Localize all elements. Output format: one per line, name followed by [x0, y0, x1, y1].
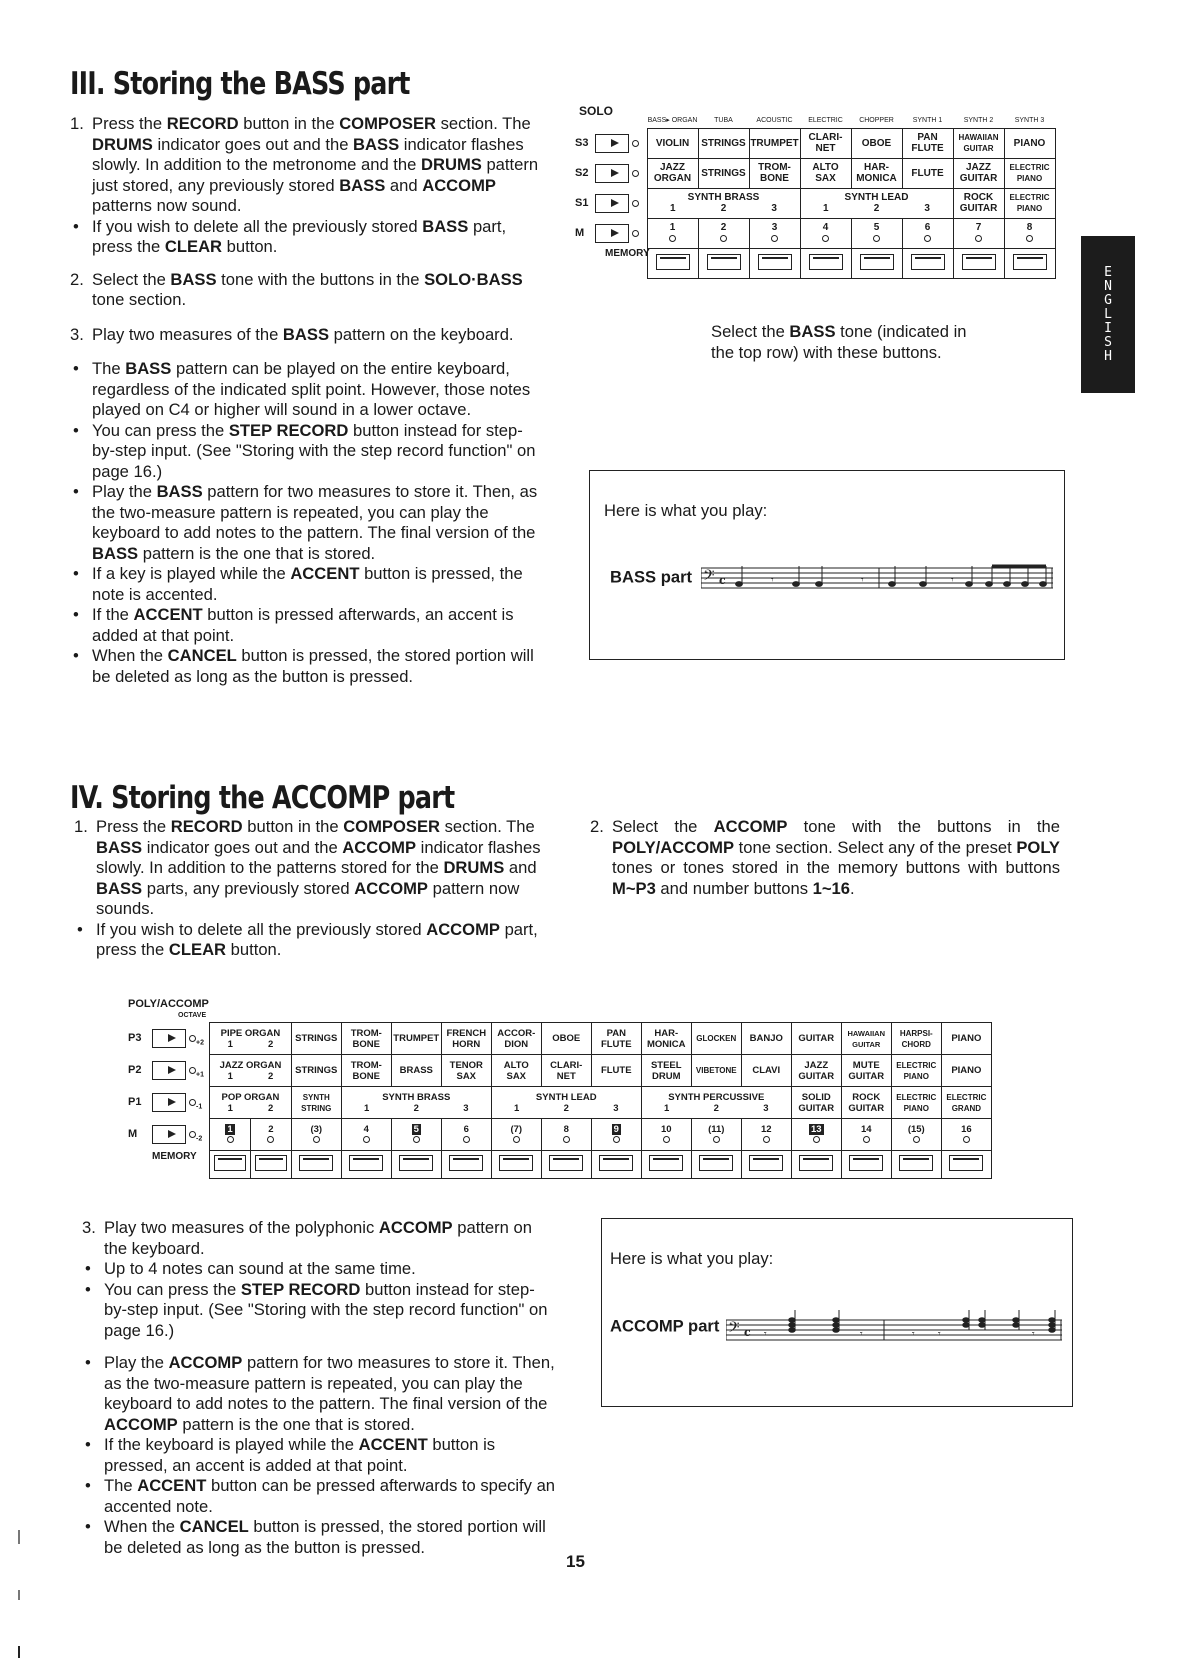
number-cell: 12: [741, 1119, 791, 1151]
number-cell: 5: [391, 1119, 441, 1151]
memory-button[interactable]: [849, 1155, 883, 1171]
tone-group-cell: [647, 188, 800, 218]
section-3-steps: [70, 114, 544, 217]
accomp-part-label: ACCOMP part: [610, 1316, 720, 1336]
side-tab-text: ENGLISH: [1104, 264, 1112, 364]
svg-text:𝄾: 𝄾: [950, 575, 954, 586]
tone-cell: MUTE GUITAR: [841, 1055, 891, 1087]
memory-button[interactable]: [949, 1155, 983, 1171]
tone-cell: ELECTRIC PIANO: [1004, 188, 1055, 218]
memory-button[interactable]: [799, 1155, 833, 1171]
tone-cell: ALTO SAX: [800, 158, 851, 188]
svg-text:𝄾: 𝄾: [860, 1329, 863, 1340]
memory-button[interactable]: [1013, 254, 1047, 270]
s3-led: [632, 140, 639, 147]
p2-select-button[interactable]: [152, 1061, 186, 1080]
tone-cell: GLOCKEN: [691, 1023, 741, 1055]
memory-button[interactable]: [656, 254, 690, 270]
bullet: • The BASS pattern can be played on the entire keyboard, regardless of the indicated split point. However, those notes played on C4 or higher will sound in a lower octave.: [70, 359, 544, 421]
tone-cell: STEEL DRUM: [641, 1055, 691, 1087]
bullet: • You can press the STEP RECORD button instead for step-by-step input. (See "Storing with the step record function" on page 16.): [82, 1280, 556, 1342]
bullet: • When the CANCEL button is pressed, the stored portion will be deleted as long as the button is pressed.: [82, 1517, 556, 1558]
section-4-left-column: [74, 817, 548, 961]
memory-button[interactable]: [599, 1155, 633, 1171]
tone-cell: BANJO: [741, 1023, 791, 1055]
solo-panel-table: [575, 114, 1056, 279]
tone-cell: ELECTRIC GRAND: [941, 1087, 991, 1119]
solo-header: SYNTH 2: [963, 117, 994, 125]
svg-text:𝄾: 𝄾: [770, 575, 774, 586]
number-cell: 2: [250, 1119, 291, 1151]
number-cell: 13: [791, 1119, 841, 1151]
number-cell: 10: [641, 1119, 691, 1151]
step-1: 1. Press the RECORD button in the COMPOSER section. The BASS indicator goes out and the ACCOMP indicator flashes slowly. In addition to the patterns stored for the DRUMS and BASS parts, any previously stored ACCOMP pattern now sounds.: [74, 817, 541, 918]
tone-group-cell: [800, 188, 953, 218]
tone-cell: VIOLIN: [647, 128, 698, 158]
poly-panel-title: POLY/ACCOMP: [128, 998, 209, 1010]
tone-cell: ALTO SAX: [491, 1055, 541, 1087]
led: [873, 235, 880, 242]
tone-cell: OBOE: [851, 128, 902, 158]
memory-button[interactable]: [758, 254, 792, 270]
tone-group-cell: SYNTH BRASS 1 2 3: [341, 1087, 491, 1119]
p3-led: [189, 1035, 196, 1042]
group-sub: 1: [670, 203, 676, 214]
section-3-notes: [70, 359, 544, 687]
p2-led: [189, 1067, 196, 1074]
tone-pair-cell: JAZZ ORGAN 1 2: [210, 1055, 292, 1087]
memory-button[interactable]: [449, 1155, 483, 1171]
play-box-heading: Here is what you play:: [604, 501, 768, 520]
section-3-left-column: [70, 114, 544, 687]
tone-cell: VIBETONE: [691, 1055, 741, 1087]
tone-cell: STRINGS: [291, 1023, 341, 1055]
memory-label: MEMORY: [152, 1150, 197, 1162]
m-led: [632, 230, 639, 237]
number-cell: 8: [541, 1119, 591, 1151]
row-label-p1: P1: [128, 1096, 142, 1109]
svg-text:𝄾: 𝄾: [1032, 1329, 1035, 1340]
section-3-steps-2: [70, 270, 544, 346]
number-cell: 4: [800, 218, 851, 248]
tone-cell: ROCK GUITAR: [953, 188, 1004, 218]
number-cell: (11): [691, 1119, 741, 1151]
led: [669, 235, 676, 242]
s1-select-button[interactable]: [595, 194, 629, 213]
bullet: • You can press the STEP RECORD button instead for step-by-step input. (See "Storing with the step record function" on page 16.): [70, 421, 544, 483]
svg-text:𝄾: 𝄾: [860, 575, 864, 586]
tone-cell: OBOE: [541, 1023, 591, 1055]
tone-cell: ACCOR- DION: [491, 1023, 541, 1055]
p3-select-button[interactable]: [152, 1029, 186, 1048]
m-select-button[interactable]: [595, 224, 629, 243]
step-2: 2. Select the ACCOMP tone with the buttons in the POLY/ACCOMP tone section. Select any of the preset POLY tones or tones stored in the memory buttons with buttons M~P3 and number buttons 1~16.: [590, 817, 1060, 898]
tone-cell: HAR- MONICA: [851, 158, 902, 188]
memory-button[interactable]: [549, 1155, 583, 1171]
led: [924, 235, 931, 242]
svg-text:𝄢: 𝄢: [702, 567, 715, 588]
number-cell: 2: [698, 218, 749, 248]
tone-cell: CLAVI: [741, 1055, 791, 1087]
s2-led: [632, 170, 639, 177]
bullet: • When the CANCEL button is pressed, the stored portion will be deleted as long as the button is pressed.: [70, 646, 544, 687]
octave-label: OCTAVE: [178, 1012, 207, 1019]
group-name: SYNTH BRASS: [687, 192, 760, 203]
led: [771, 235, 778, 242]
row-label-s1: S1: [575, 196, 589, 209]
tone-cell: STRINGS: [698, 158, 749, 188]
group-sub: 2: [720, 203, 727, 214]
group-sub: 1: [823, 203, 829, 214]
tone-pair-cell: POP ORGAN 1 2: [210, 1087, 292, 1119]
octave-value: +2: [196, 1039, 204, 1047]
row-label-p3: P3: [128, 1032, 142, 1045]
memory-button[interactable]: [399, 1155, 433, 1171]
tone-cell: JAZZ ORGAN: [647, 158, 698, 188]
number-cell: 6: [902, 218, 953, 248]
accomp-play-box: [601, 1218, 1073, 1407]
svg-text:c: c: [744, 1326, 751, 1339]
tone-pair-cell: PIPE ORGAN 1 2: [210, 1023, 292, 1055]
number-cell: 9: [591, 1119, 641, 1151]
tone-cell: PIANO: [1004, 128, 1055, 158]
svg-text:c: c: [718, 574, 726, 587]
octave-value: -2: [196, 1135, 203, 1143]
led: [720, 235, 727, 242]
english-side-tab: [1081, 236, 1135, 393]
tone-cell: HAWAIIAN GUITAR: [953, 128, 1004, 158]
section-4-title: IV. Storing the ACCOMP part: [70, 780, 455, 816]
number-cell: 3: [749, 218, 800, 248]
margin-mark: [18, 1590, 20, 1600]
octave-value: -1: [196, 1103, 203, 1111]
memory-button[interactable]: [499, 1155, 533, 1171]
tone-cell: ELECTRIC PIANO: [891, 1087, 941, 1119]
bullet: • Play the ACCOMP pattern for two measures to store it. Then, as the two-measure pattern is repeated, you can play the keyboard to add notes to the pattern. The final version of the ACCOMP pattern is the one that is stored.: [82, 1353, 556, 1435]
row-label-m: M: [128, 1128, 138, 1141]
memory-button[interactable]: [649, 1155, 683, 1171]
s2-select-button[interactable]: [595, 164, 629, 183]
memory-button[interactable]: [699, 1155, 733, 1171]
bullet: • If a key is played while the ACCENT button is pressed, the note is accented.: [70, 564, 544, 605]
memory-button[interactable]: [299, 1155, 333, 1171]
m-select-button[interactable]: [152, 1125, 186, 1144]
tone-cell: STRINGS: [698, 128, 749, 158]
memory-button[interactable]: [255, 1155, 287, 1171]
tone-cell: FRENCH HORN: [441, 1023, 491, 1055]
number-cell: (15): [891, 1119, 941, 1151]
bullet: • Up to 4 notes can sound at the same time.: [82, 1259, 556, 1280]
tone-cell: TROM- BONE: [341, 1023, 391, 1055]
tone-group-cell: SYNTH PERCUSSIVE 1 2 3: [641, 1087, 791, 1119]
solo-header: BASS▸ ORGAN: [647, 117, 698, 125]
svg-text:𝄾: 𝄾: [912, 1329, 915, 1340]
number-cell: 1: [647, 218, 698, 248]
tone-cell: HARPSI- CHORD: [891, 1023, 941, 1055]
number-cell: 8: [1004, 218, 1055, 248]
svg-text:𝄢: 𝄢: [728, 1319, 740, 1340]
tone-cell: FLUTE: [902, 158, 953, 188]
m-led: [189, 1131, 196, 1138]
row-label-p2: P2: [128, 1064, 142, 1077]
group-sub: 3: [924, 203, 930, 214]
row-label-m: M: [575, 226, 585, 239]
tone-cell: TRUMPET: [749, 128, 800, 158]
margin-mark: [18, 1646, 20, 1658]
solo-header: ELECTRIC: [808, 117, 843, 125]
tone-cell: CLARI- NET: [800, 128, 851, 158]
memory-button[interactable]: [214, 1155, 246, 1171]
row-label-s2: S2: [575, 166, 589, 179]
led: [1026, 235, 1033, 242]
solo-header: SYNTH 3: [1014, 117, 1045, 125]
svg-text:𝄾: 𝄾: [764, 1329, 767, 1340]
number-cell: 7: [953, 218, 1004, 248]
tone-cell: HAR- MONICA: [641, 1023, 691, 1055]
step-2: 2. Select the BASS tone with the buttons in the SOLO·BASS tone section.: [70, 269, 523, 309]
number-cell: 16: [941, 1119, 991, 1151]
bass-panel-caption: Select the BASS tone (indicated in the top row) with these buttons.: [711, 322, 967, 362]
s1-led: [632, 200, 639, 207]
tone-group-cell: SYNTH LEAD 1 2 3: [491, 1087, 641, 1119]
tone-cell: GUITAR: [791, 1023, 841, 1055]
memory-button[interactable]: [809, 254, 843, 270]
step-3: 3. Play two measures of the polyphonic ACCOMP pattern on the keyboard.: [82, 1218, 532, 1258]
memory-button[interactable]: [899, 1155, 933, 1171]
page-number: 15: [566, 1552, 585, 1571]
bass-part-label: BASS part: [610, 567, 693, 587]
tone-cell: FLUTE: [591, 1055, 641, 1087]
memory-button[interactable]: [860, 254, 894, 270]
tone-cell: ROCK GUITAR: [841, 1087, 891, 1119]
group-sub: 3: [771, 203, 777, 214]
tone-cell: JAZZ GUITAR: [953, 158, 1004, 188]
step-1-bullets: [70, 217, 544, 258]
tone-cell: STRINGS: [291, 1055, 341, 1087]
tone-cell: HAWAIIAN GUITAR: [841, 1023, 891, 1055]
bullet: • If you wish to delete all the previously stored BASS part, press the CLEAR button.: [70, 217, 544, 258]
bass-play-box: [589, 470, 1065, 660]
solo-header: SYNTH 1: [912, 117, 943, 125]
bass-notation: [701, 563, 1053, 593]
tone-cell: PAN FLUTE: [591, 1023, 641, 1055]
p1-select-button[interactable]: [152, 1093, 186, 1112]
memory-button[interactable]: [349, 1155, 383, 1171]
led: [822, 235, 829, 242]
group-name: SYNTH LEAD: [844, 192, 909, 203]
accomp-notation: [726, 1309, 1062, 1345]
number-cell: 5: [851, 218, 902, 248]
solo-header: ACOUSTIC: [756, 117, 793, 125]
tone-cell: ELECTRIC PIANO: [1004, 158, 1055, 188]
group-sub: 2: [873, 203, 880, 214]
memory-button[interactable]: [911, 254, 945, 270]
memory-button[interactable]: [707, 254, 741, 270]
tone-cell: BRASS: [391, 1055, 441, 1087]
tone-cell: SYNTH STRING: [291, 1087, 341, 1119]
tone-cell: TRUMPET: [391, 1023, 441, 1055]
bullet: • If the ACCENT button is pressed afterwards, an accent is added at that point.: [70, 605, 544, 646]
solo-header: TUBA: [714, 117, 733, 125]
bullet: • If you wish to delete all the previously stored ACCOMP part, press the CLEAR button.: [74, 920, 548, 961]
bullet: • The ACCENT button can be pressed afterwards to specify an accented note.: [82, 1476, 556, 1517]
memory-button[interactable]: [749, 1155, 783, 1171]
solo-header: CHOPPER: [859, 117, 894, 125]
bullet: • If the keyboard is played while the ACCENT button is pressed, an accent is added at that point.: [82, 1435, 556, 1476]
step-1: 1. Press the RECORD button in the COMPOSER section. The DRUMS indicator goes out and the BASS indicator flashes slowly. In addition to the metronome and the DRUMS pattern just stored, any previously stored BASS and ACCOMP patterns now sound.: [70, 114, 539, 215]
number-cell: 14: [841, 1119, 891, 1151]
memory-button[interactable]: [962, 254, 996, 270]
tone-cell: TROM- BONE: [749, 158, 800, 188]
p1-led: [189, 1099, 196, 1106]
row-label-s3: S3: [575, 136, 589, 149]
play-box-heading: Here is what you play:: [610, 1249, 774, 1268]
tone-cell: PIANO: [941, 1055, 991, 1087]
step-3: 3. Play two measures of the BASS pattern on the keyboard.: [70, 324, 514, 344]
tone-cell: SOLID GUITAR: [791, 1087, 841, 1119]
tone-cell: PIANO: [941, 1023, 991, 1055]
octave-value: +1: [196, 1071, 204, 1079]
memory-label: MEMORY: [605, 248, 650, 259]
poly-panel-table: [128, 1022, 992, 1179]
svg-text:𝄾: 𝄾: [938, 1329, 941, 1340]
number-cell: 1: [210, 1119, 251, 1151]
tone-cell: ELECTRIC PIANO: [891, 1055, 941, 1087]
tone-cell: TENOR SAX: [441, 1055, 491, 1087]
margin-mark: [18, 1530, 20, 1544]
number-cell: (3): [291, 1119, 341, 1151]
section-4-right-column: [590, 817, 1060, 899]
number-cell: 6: [441, 1119, 491, 1151]
bullet: • Play the BASS pattern for two measures to store it. Then, as the two-measure pattern is repeated, you can play the keyboard to add notes to the pattern. The final version of the BASS pattern is the one that is stored.: [70, 482, 544, 564]
tone-cell: TROM- BONE: [341, 1055, 391, 1087]
tone-cell: JAZZ GUITAR: [791, 1055, 841, 1087]
led: [975, 235, 982, 242]
section-4-step-3: [82, 1218, 556, 1558]
tone-cell: CLARI- NET: [541, 1055, 591, 1087]
number-cell: (7): [491, 1119, 541, 1151]
tone-cell: PAN FLUTE: [902, 128, 953, 158]
section-3-title: III. Storing the BASS part: [70, 66, 410, 102]
s3-select-button[interactable]: [595, 134, 629, 153]
solo-panel-title: SOLO: [579, 104, 614, 118]
number-cell: 4: [341, 1119, 391, 1151]
